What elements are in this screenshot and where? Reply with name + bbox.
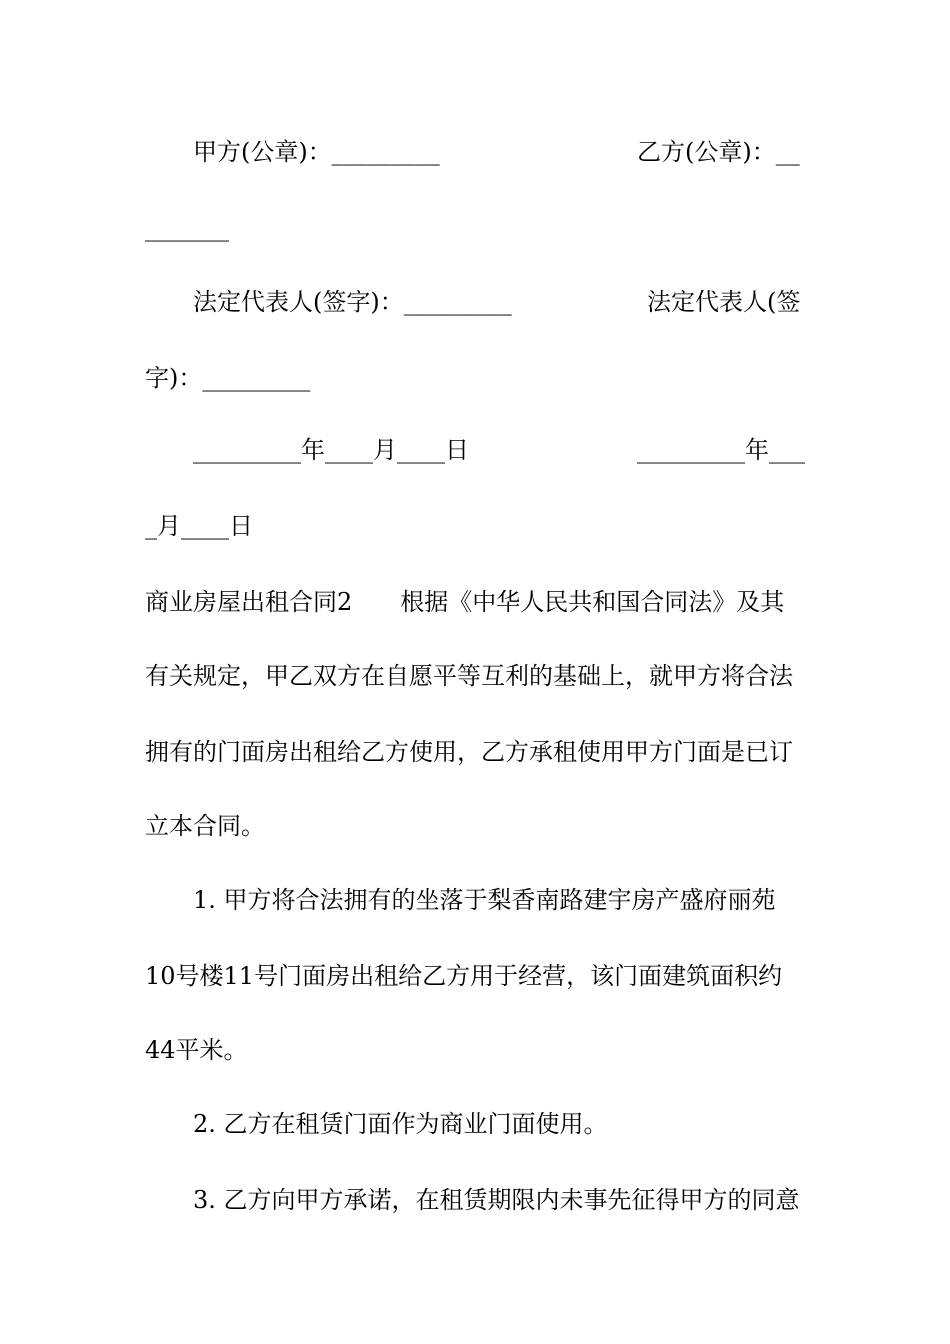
- contract-clause-3: 3. 乙方向甲方承诺，在租赁期限内未事先征得甲方的同意: [145, 1186, 800, 1214]
- party-a-representative: 法定代表人(签字)：_________: [193, 288, 512, 316]
- contract-line: 44平米。: [145, 1036, 248, 1064]
- party-a-seal: 甲方(公章)：_________: [193, 138, 440, 166]
- contract-clause-1: 1. 甲方将合法拥有的坐落于梨香南路建宇房产盛府丽苑: [145, 886, 776, 914]
- contract-clause-2: 2. 乙方在租赁门面作为商业门面使用。: [145, 1110, 608, 1138]
- contract-line: 拥有的门面房出租给乙方使用，乙方承租使用甲方门面是已订: [145, 738, 793, 766]
- party-b-seal-continued: _______: [145, 214, 229, 242]
- party-b-date: _________年___: [637, 436, 805, 464]
- party-b-representative: 法定代表人(签: [647, 288, 801, 316]
- party-a-date: _________年____月____日: [193, 436, 469, 464]
- party-b-seal: 乙方(公章)：__: [637, 138, 800, 166]
- party-b-date-continued: _月____日: [145, 512, 253, 540]
- contract-line: 10号楼11号门面房出租给乙方用于经营，该门面建筑面积约: [145, 962, 783, 990]
- contract-line: 有关规定，甲乙双方在自愿平等互利的基础上，就甲方将合法: [145, 662, 793, 690]
- contract-line: 立本合同。: [145, 812, 265, 840]
- party-b-representative-continued: 字)：_________: [145, 364, 311, 392]
- contract-line: 商业房屋出租合同2 根据《中华人民共和国合同法》及其: [145, 588, 785, 616]
